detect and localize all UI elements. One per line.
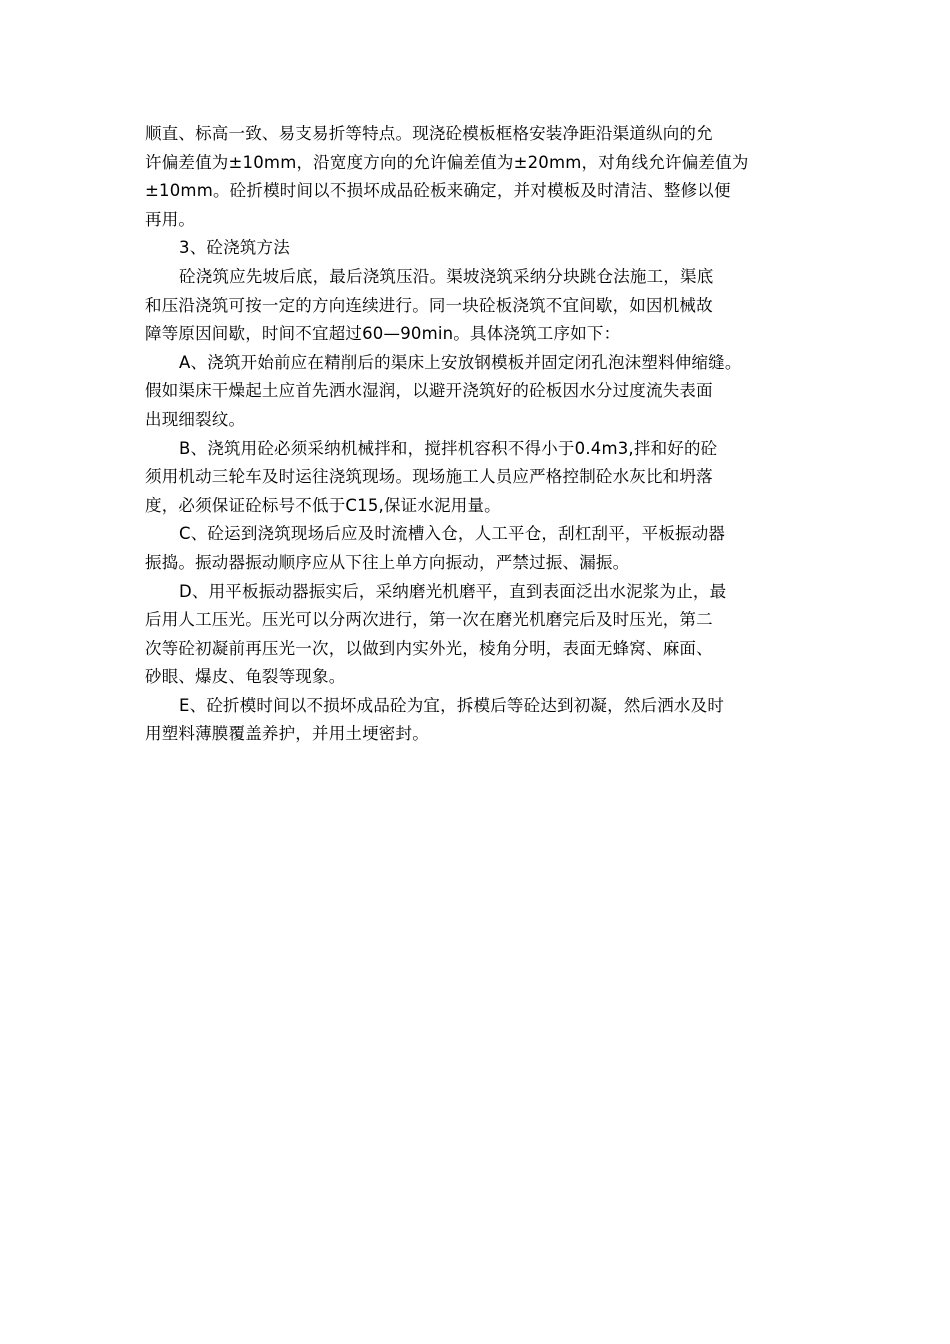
text-line: 须用机动三轮车及时运往浇筑现场。现场施工人员应严格控制砼水灰比和坍落	[145, 467, 713, 487]
text-line: 和压沿浇筑可按一定的方向连续进行。同一块砼板浇筑不宜间歇，如因机械故	[145, 295, 713, 315]
text-line: D、用平板振动器振实后，采纳磨光机磨平，直到表面泛出水泥浆为止，最	[179, 581, 727, 601]
document-body	[145, 120, 810, 749]
paragraph-step-b	[145, 435, 810, 521]
text-line: 假如渠床干燥起土应首先洒水湿润，以避开浇筑好的砼板因水分过度流失表面	[145, 381, 713, 401]
text-line: 度，必须保证砼标号不低于C15,保证水泥用量。	[145, 495, 501, 515]
text-line: B、浇筑用砼必须采纳机械拌和，搅拌机容积不得小于0.4m3,拌和好的砼	[179, 438, 718, 458]
text-line: 用塑料薄膜覆盖养护，并用土埂密封。	[145, 724, 429, 744]
paragraph-pouring-order	[145, 263, 810, 349]
text-line: 砼浇筑应先坡后底，最后浇筑压沿。渠坡浇筑采纳分块跳仓法施工，渠底	[179, 266, 714, 286]
text-line: 次等砼初凝前再压光一次，以做到内实外光，棱角分明，表面无蜂窝、麻面、	[145, 638, 713, 658]
paragraph-formwork-tolerance	[145, 120, 810, 234]
text-line: 振捣。振动器振动顺序应从下往上单方向振动，严禁过振、漏振。	[145, 552, 630, 572]
text-line: E、砼折模时间以不损坏成品砼为宜，拆模后等砼达到初凝，然后洒水及时	[179, 695, 725, 715]
text-line: ±10mm。砼折模时间以不损坏成品砼板来确定，并对模板及时清洁、整修以便	[145, 181, 731, 201]
paragraph-step-a	[145, 349, 810, 435]
section-heading-pouring-method	[145, 234, 810, 263]
text-line: A、浇筑开始前应在精削后的渠床上安放钢模板并固定闭孔泡沫塑料伸缩缝。	[179, 352, 742, 372]
text-line: 顺直、标高一致、易支易折等特点。现浇砼模板框格安装净距沿渠道纵向的允	[145, 124, 713, 143]
paragraph-step-d	[145, 578, 810, 692]
text-line: 再用。	[145, 209, 196, 229]
paragraph-step-c	[145, 520, 810, 577]
text-line: C、砼运到浇筑现场后应及时流槽入仓，人工平仓，刮杠刮平，平板振动器	[179, 524, 726, 544]
section-heading: 3、砼浇筑方法	[179, 238, 290, 258]
text-line: 障等原因间歇，时间不宜超过60—90min。具体浇筑工序如下：	[145, 324, 621, 344]
text-line: 砂眼、爆皮、龟裂等现象。	[145, 667, 346, 687]
text-line: 出现细裂纹。	[145, 409, 246, 429]
paragraph-step-e	[145, 692, 810, 749]
text-line: 许偏差值为±10mm，沿宽度方向的允许偏差值为±20mm，对角线允许偏差值为	[145, 152, 749, 172]
text-line: 后用人工压光。压光可以分两次进行，第一次在磨光机磨完后及时压光，第二	[145, 610, 713, 630]
